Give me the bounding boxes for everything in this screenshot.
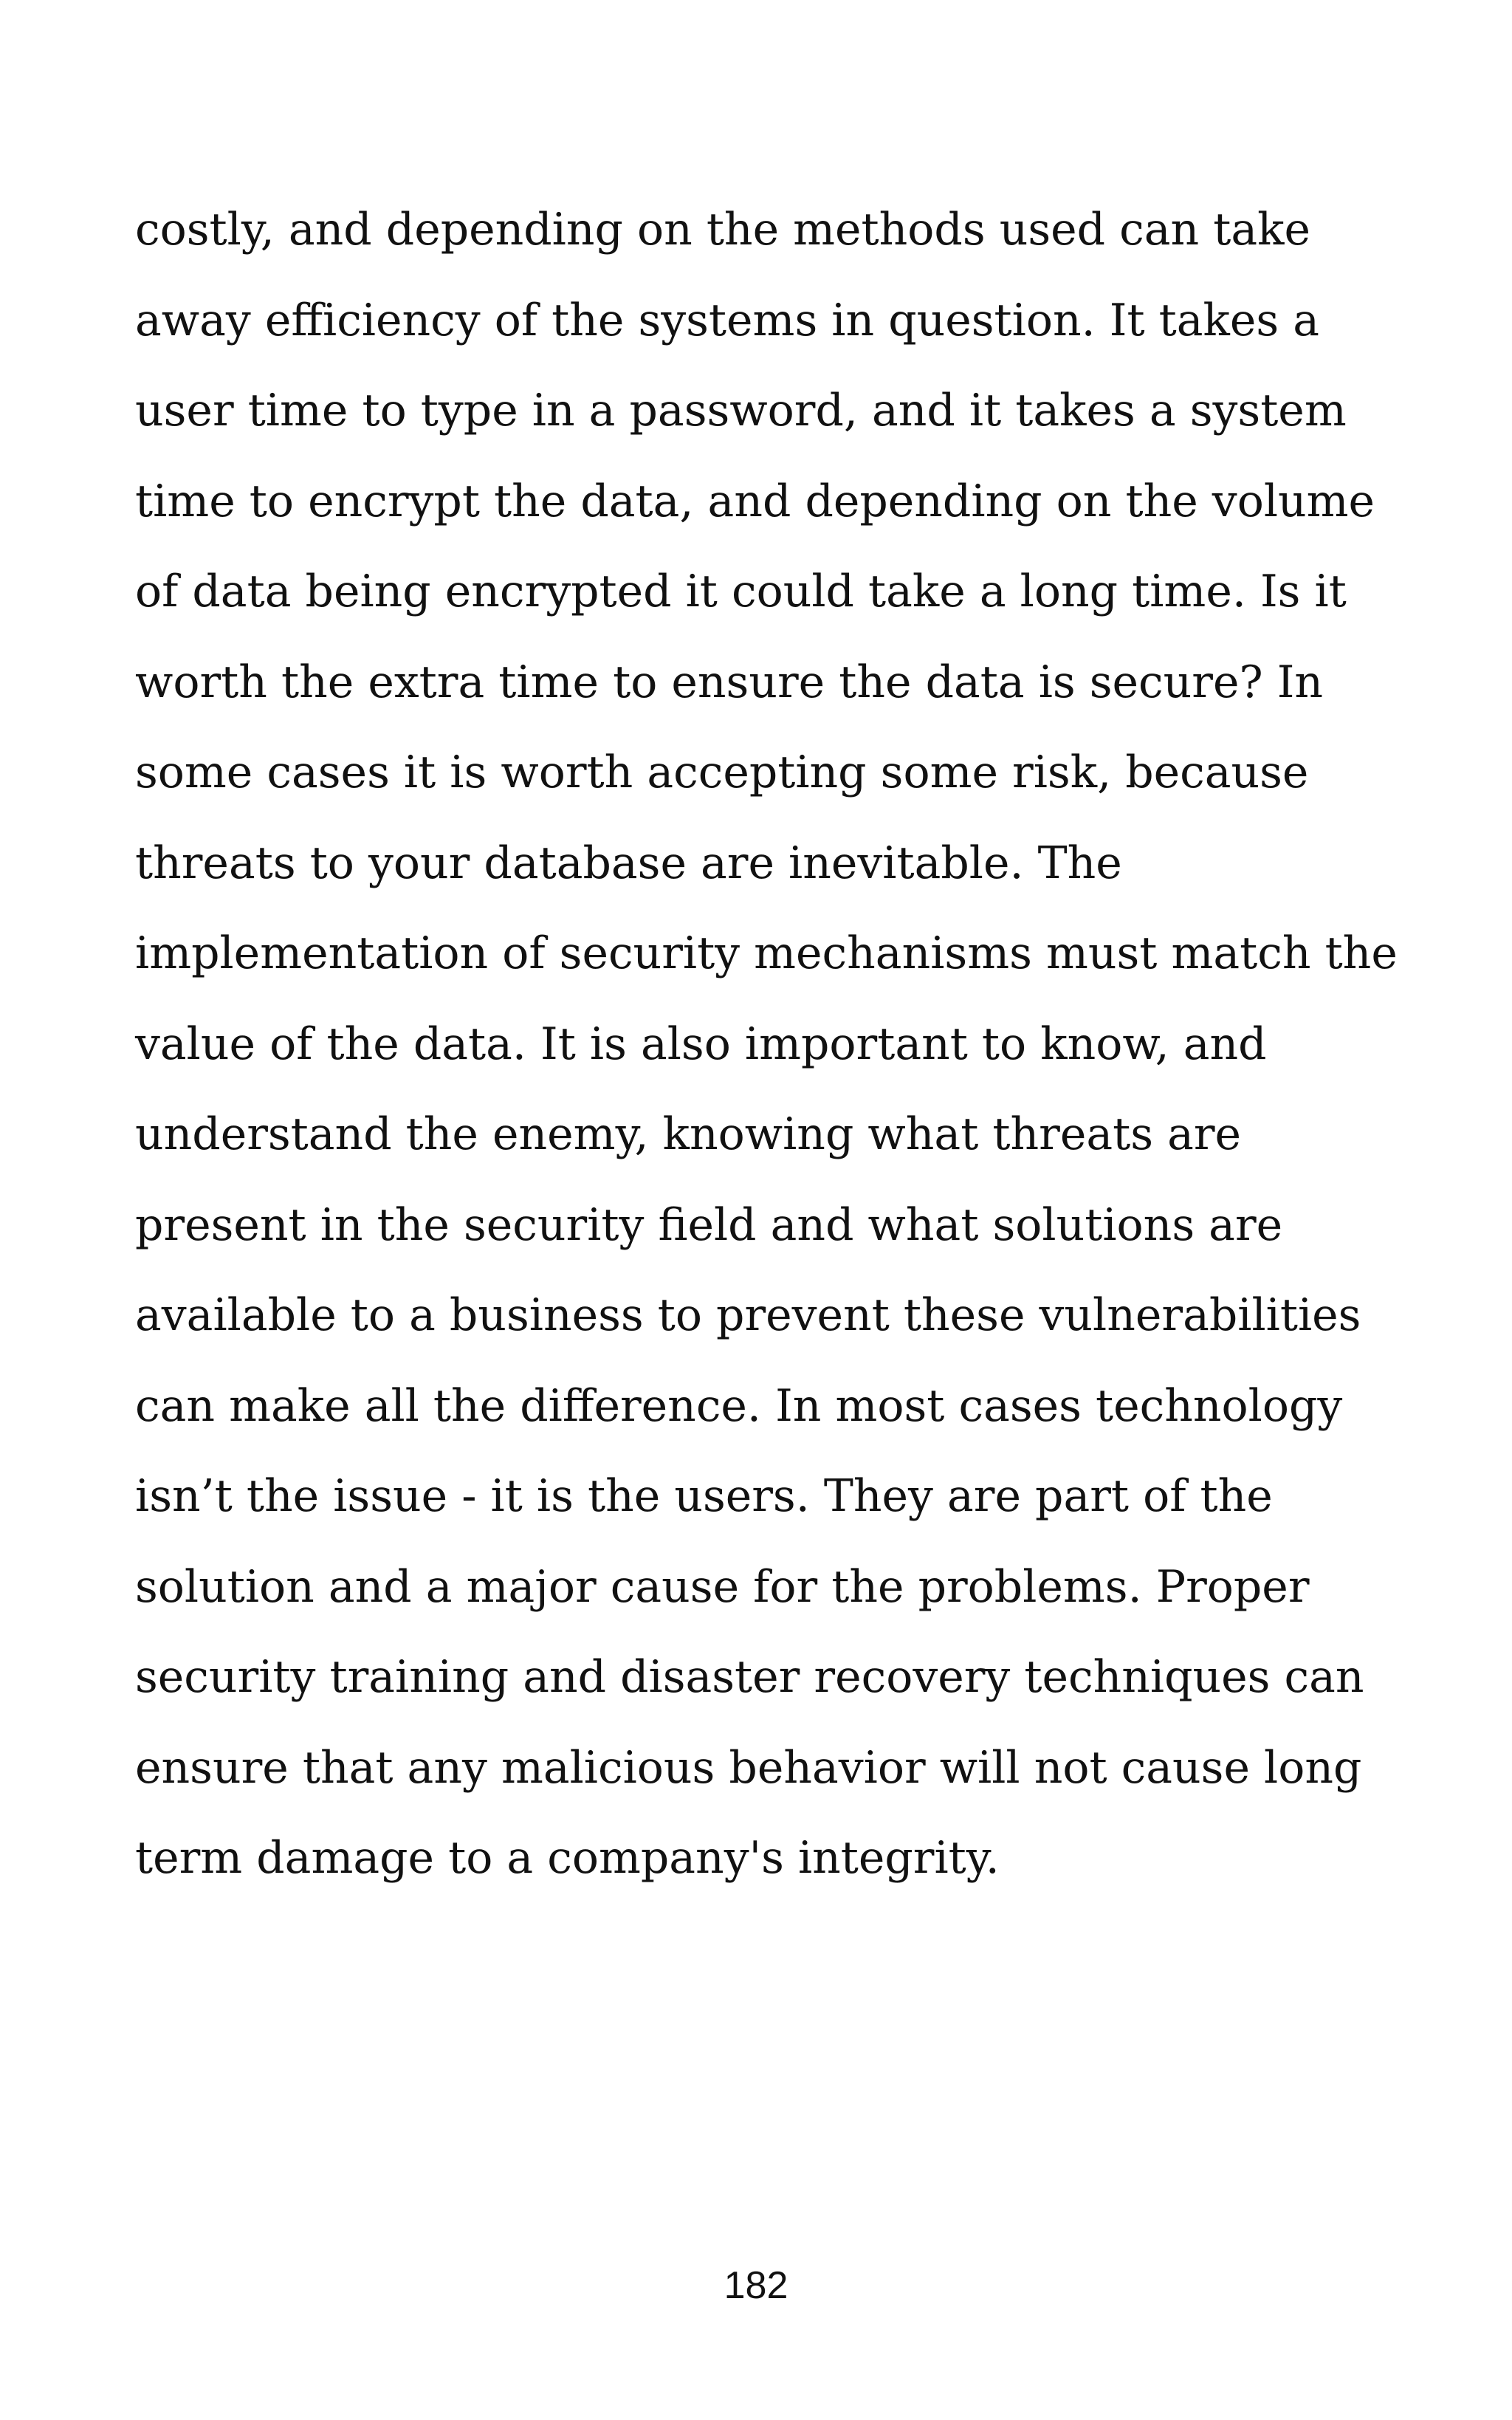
text-line: term damage to a company's integrity. bbox=[135, 1832, 1000, 1884]
body-paragraph bbox=[135, 185, 1405, 1904]
text-line: implementation of security mechanisms must match the bbox=[135, 928, 1398, 979]
text-line: available to a business to prevent these vulnerabilities bbox=[135, 1289, 1361, 1341]
text-line: isn’t the issue - it is the users. They are part of the bbox=[135, 1470, 1273, 1522]
text-line: ensure that any malicious behavior will not cause long bbox=[135, 1741, 1362, 1794]
text-line: security training and disaster recovery techniques can bbox=[135, 1651, 1364, 1703]
text-line: understand the enemy, knowing what threats are bbox=[135, 1108, 1242, 1160]
text-line: away efficiency of the systems in question. It takes a bbox=[135, 294, 1320, 346]
text-line: of data being encrypted it could take a long time. Is it bbox=[135, 566, 1347, 617]
text-line: some cases it is worth accepting some risk, because bbox=[135, 747, 1309, 798]
text-line: value of the data. It is also important to know, and bbox=[135, 1018, 1267, 1070]
text-line: time to encrypt the data, and depending on the volume bbox=[135, 475, 1375, 527]
text-line: costly, and depending on the methods used can take bbox=[135, 204, 1310, 256]
text-line: user time to type in a password, and it takes a system bbox=[135, 385, 1347, 436]
text-line: can make all the difference. In most cases technology bbox=[135, 1379, 1343, 1432]
text-line: present in the security field and what solutions are bbox=[135, 1199, 1283, 1251]
page-number: 182 bbox=[724, 2264, 788, 2307]
text-line: threats to your database are inevitable. The bbox=[135, 837, 1122, 889]
text-line: solution and a major cause for the problems. Proper bbox=[135, 1560, 1310, 1613]
text-line: worth the extra time to ensure the data is secure? In bbox=[135, 656, 1324, 708]
